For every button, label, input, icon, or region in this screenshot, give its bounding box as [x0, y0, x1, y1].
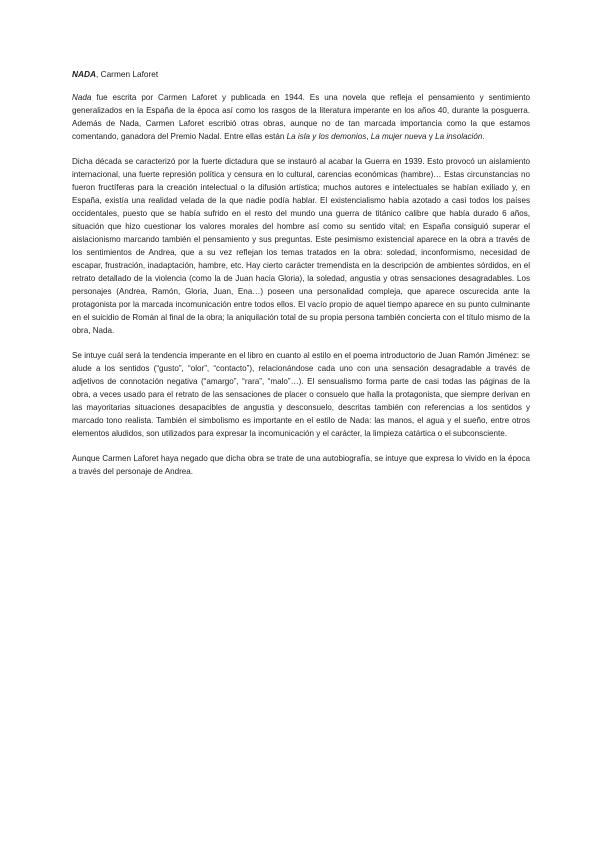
p1-end: .	[482, 132, 485, 141]
p1-sep-2: y	[426, 132, 436, 141]
title-author: , Carmen Laforet	[95, 69, 159, 79]
p1-nada-italic: Nada	[72, 93, 92, 102]
title-work: NADA	[72, 69, 96, 79]
document-page	[72, 68, 530, 490]
paragraph-intro	[72, 91, 530, 143]
paragraph-context: Dicha década se caracterizó por la fuerte dictadura que se instauró al acabar la Guerra en 1939. Esto provocó un aislamiento internacional, una fuerte represión política y censura en lo cultural, carencias económicas (hambre)… Estas circunstancias no fueron fructíferas para la creación intelectual o la difusión artística; muchos autores e intelectuales se habían exiliado y, en España, existía una realidad velada de la que nadie podía hablar. El existencialismo había azotado a casi todos los países occidentales, puesto que se había sufrido en el resto del mundo una guerra de titánico calibre que había durado 6 años, situación que hizo cuestionar los valores morales del hombre así como su sentido vital; en España consiguió superar el aislacionismo marcando también el pensamiento y sus preguntas. Este pesimismo existencial aparece en la obra a través de los sentimientos de Andrea, que a su vez reflejan los temas tratados en la obra: soledad, inconformismo, necesidad de escapar, frustración, inadaptación, hambre, etc. Hay cierto carácter tremendista en la descripción de ambientes sórdidos, en el retrato detallado de la violencia (como la de Juan hacia Gloria), la soledad, angustia y otras sensaciones desagradables. Los personajes (Andrea, Ramón, Gloria, Juan, Ena…) poseen una personalidad compleja, que aparece oscurecida ante la protagonista por la marcada incomunicación entre todos ellos. El vacío propio de aquel tiempo aparece en su punto culminante en el suicidio de Román al final de la obra; la aniquilación total de su propia persona también concierta con el título mismo de la obra, Nada.	[72, 157, 530, 335]
p1-work-la-insolacion: La insolación	[435, 132, 483, 141]
document-title	[72, 68, 530, 81]
paragraph-style: Se intuye cuál será la tendencia imperante en el libro en cuanto al estilo en el poema introductorio de Juan Ramón Jiménez: se alude a los sentidos (“gusto”, “olor”, “contacto”), relacionándose cada uno con una sensación desagradable a través de adjetivos de connotación negativa (“amargo”, “rara”, “malo”…). El sensualismo forma parte de casi todas las páginas de la obra, a veces usado para el retrato de las sensaciones de placer o consuelo que halla la protagonista, que siempre derivan en las mayoritarias situaciones desapacibles de angustia y desconsuelo, descritas también con referencias a los sentidos y marcado tono realista. También el simbolismo es importante en el estilo de Nada: las manos, el agua y el sueño, entre otros elementos aludidos, son utilizados para expresar la incomunicación y el carácter, la limpieza catártica o el subconsciente.	[72, 351, 530, 438]
paragraph-conclusion: Aunque Carmen Laforet haya negado que dicha obra se trate de una autobiografía, se intuye que expresa lo vivido en la época a través del personaje de Andrea.	[72, 454, 530, 476]
p1-text: fue escrita por Carmen Laforet y publicada en 1944. Es una novela que refleja el pensamiento y sentimiento generalizados en la España de la época así como los rasgos de la literatura imperante en los años 40, durante la posguerra. Además de Nada, Carmen Laforet escribió otras obras, aunque no de tan marcada importancia como la que estamos comentando, ganadora del Premio Nadal. Entre ellas están	[72, 93, 530, 141]
p1-work-la-mujer-nueva: La mujer nueva	[370, 132, 427, 141]
p1-sep-1: ,	[366, 132, 371, 141]
p1-work-la-isla: La isla y los demonios	[286, 132, 367, 141]
